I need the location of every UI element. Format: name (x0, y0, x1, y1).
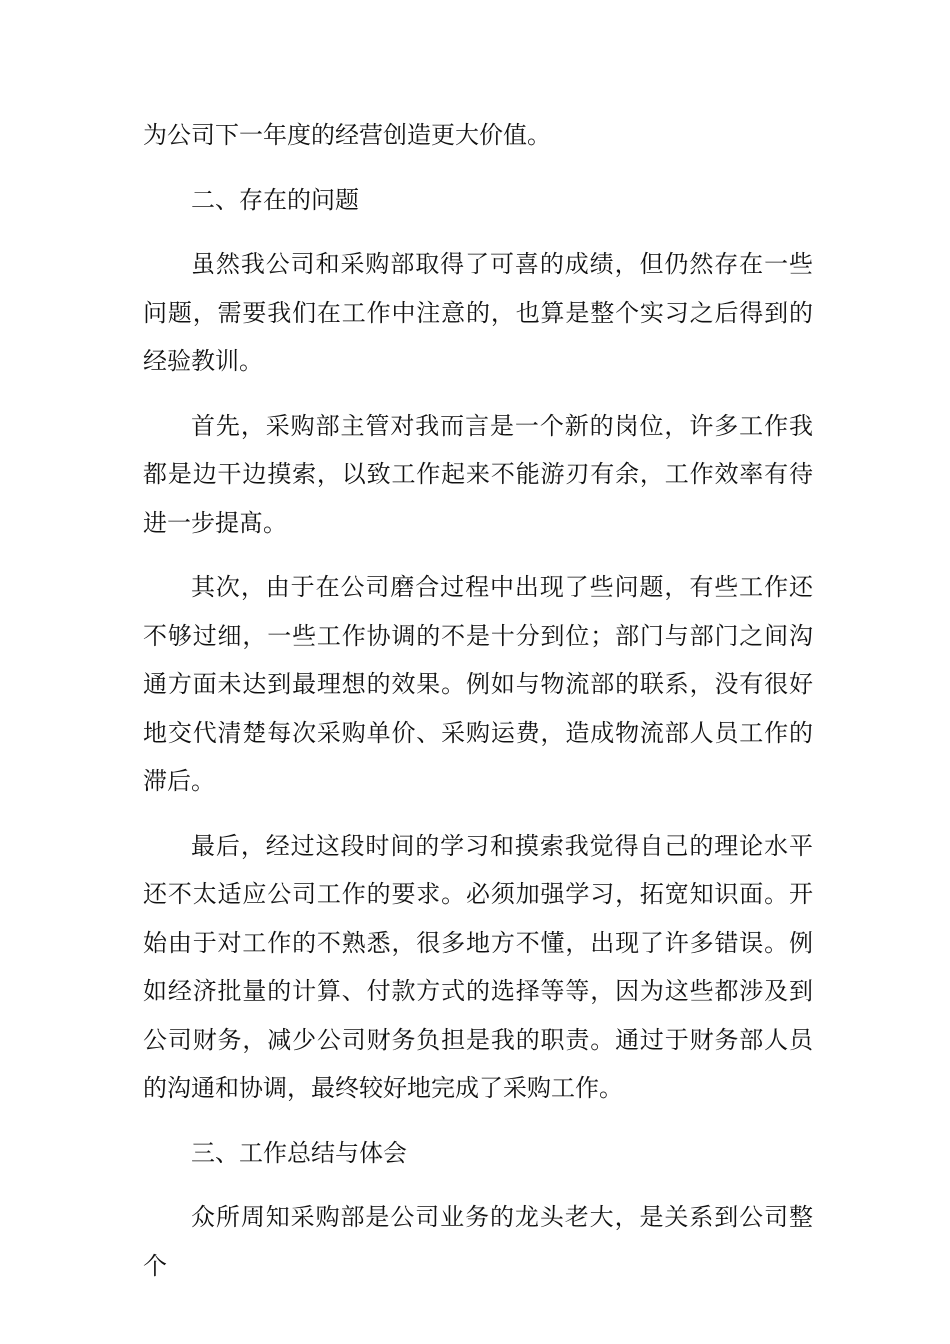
paragraph-last-point: 最后，经过这段时间的学习和摸索我觉得自己的理论水平还不太适应公司工作的要求。必须加强学习，拓宽知识面。开始由于对工作的不熟悉，很多地方不懂，出现了许多错误。例如经济批量的计算、付款方式的选择等等，因为这些都涉及到公司财务，减少公司财务负担是我的职责。通过于财务部人员的沟通和协调，最终较好地完成了采购工作。 (143, 831, 813, 1102)
paragraph-continuation: 为公司下一年度的经营创造更大价值。 (143, 121, 551, 149)
section-heading-problems: 二、存在的问题 (191, 185, 359, 214)
paragraph-summary-start: 众所周知采购部是公司业务的龙头老大，是关系到公司整个 (143, 1203, 813, 1280)
section-heading-summary: 三、工作总结与体会 (191, 1138, 407, 1167)
paragraph-first-point: 首先，采购部主管对我而言是一个新的岗位，许多工作我都是边干边摸索，以致工作起来不能游刃有余，工作效率有待进一步提髙。 (143, 411, 813, 537)
document-body (143, 111, 813, 1306)
paragraph-second-point: 其次，由于在公司磨合过程中出现了些问题，有些工作还不够过细，一些工作协调的不是十分到位；部门与部门之间沟通方面未达到最理想的效果。例如与物流部的联系，没有很好地交代清楚每次采购单价、采购运费，造成物流部人员工作的滞后。 (143, 573, 813, 795)
paragraph-problems-intro: 虽然我公司和采购部取得了可喜的成绩，但仍然存在一些问题，需要我们在工作中注意的，也算是整个实习之后得到的经验教训。 (143, 250, 813, 375)
